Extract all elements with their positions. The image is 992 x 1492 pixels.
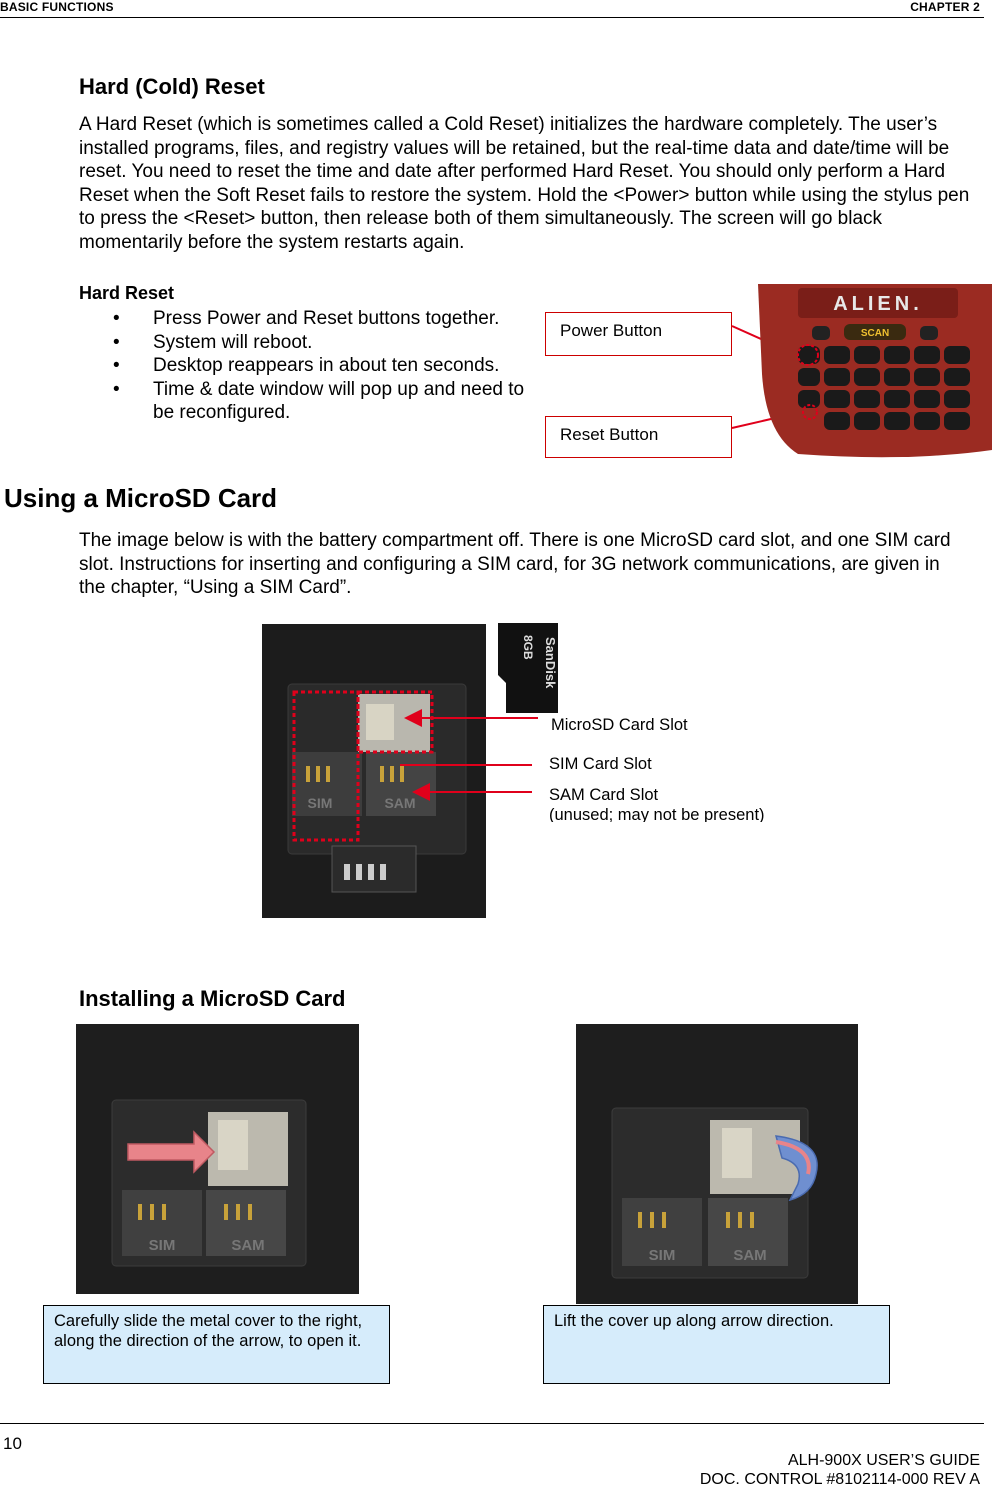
step-item: • Press Power and Reset buttons together. xyxy=(79,307,549,331)
sam-slot-text: SAM Card Slot xyxy=(549,786,659,804)
footer-doc-control: DOC. CONTROL #8102114-000 REV A xyxy=(699,1471,980,1488)
hard-reset-steps xyxy=(79,307,549,425)
step-item: • Desktop reappears in about ten seconds. xyxy=(79,354,549,378)
power-button-callout xyxy=(545,312,732,356)
scan-key: SCAN xyxy=(860,328,890,339)
card-brand: SanDisk xyxy=(543,637,558,689)
header-left: BASIC FUNCTIONS xyxy=(0,0,114,14)
device-keypad-image xyxy=(758,284,992,458)
power-button-label: Power Button xyxy=(560,321,663,340)
reset-button-label: Reset Button xyxy=(560,425,659,444)
sam-slot-label: SAM xyxy=(231,1237,265,1254)
sim-slot-label: SIM xyxy=(148,1237,176,1254)
header-right: CHAPTER 2 xyxy=(910,0,980,14)
footer-rule xyxy=(0,1423,984,1424)
step-item: • System will reboot. xyxy=(79,331,549,355)
lift-cover-image xyxy=(576,1024,858,1304)
microsd-title: Using a MicroSD Card xyxy=(4,483,278,513)
slot-arrows xyxy=(400,700,550,810)
hard-reset-paragraph: A Hard Reset (which is sometimes called a Cold Reset) initializes the hardware completely. The user’s installed programs, files, and registry values will be retained, but the real-time data and date/time will be reset. You need to reset the time and date after performed Hard Reset. You should only perform a Hard Reset when the Soft Reset fails to restore the system. Hold the <Power> button while using the stylus pen to press the <Reset> button, then release both of them simultaneously. The screen will go black momentarily before the system restarts again. xyxy=(79,114,970,253)
microsd-paragraph: The image below is with the battery compartment off. There is one MicroSD card slot, and one SIM card slot. Instructions for inserting and configuring a SIM card, for 3G network communications, are given in the chapter, “Using a SIM Card”. xyxy=(79,530,951,598)
hard-reset-title: Hard (Cold) Reset xyxy=(79,74,265,99)
device-brand: ALIEN. xyxy=(833,293,923,315)
sim-slot-label: SIM xyxy=(648,1247,676,1264)
sim-slot-label: SIM xyxy=(307,795,333,811)
sam-slot-note: (unused; may not be present) xyxy=(549,806,765,822)
lift-cover-note: Lift the cover up along arrow direction. xyxy=(543,1305,890,1384)
hard-reset-subheading: Hard Reset xyxy=(79,283,175,303)
step-item: • Time & date window will pop up and need to be reconfigured. xyxy=(79,378,549,425)
footer-guide: ALH-900X USER’S GUIDE xyxy=(787,1452,980,1469)
card-capacity: 8GB xyxy=(521,635,535,660)
slide-cover-note: Carefully slide the metal cover to the right, along the direction of the arrow, to open it. xyxy=(43,1305,390,1384)
sim-slot-text: SIM Card Slot xyxy=(549,755,652,773)
slide-cover-image xyxy=(76,1024,359,1294)
sam-slot-label: SAM xyxy=(384,795,416,811)
header-rule xyxy=(0,17,984,18)
sam-slot-label: SAM xyxy=(733,1247,767,1264)
install-title: Installing a MicroSD Card xyxy=(79,986,346,1011)
page-number: 10 xyxy=(3,1434,22,1453)
microsd-slot-text: MicroSD Card Slot xyxy=(551,716,688,734)
reset-button-callout xyxy=(545,416,732,458)
